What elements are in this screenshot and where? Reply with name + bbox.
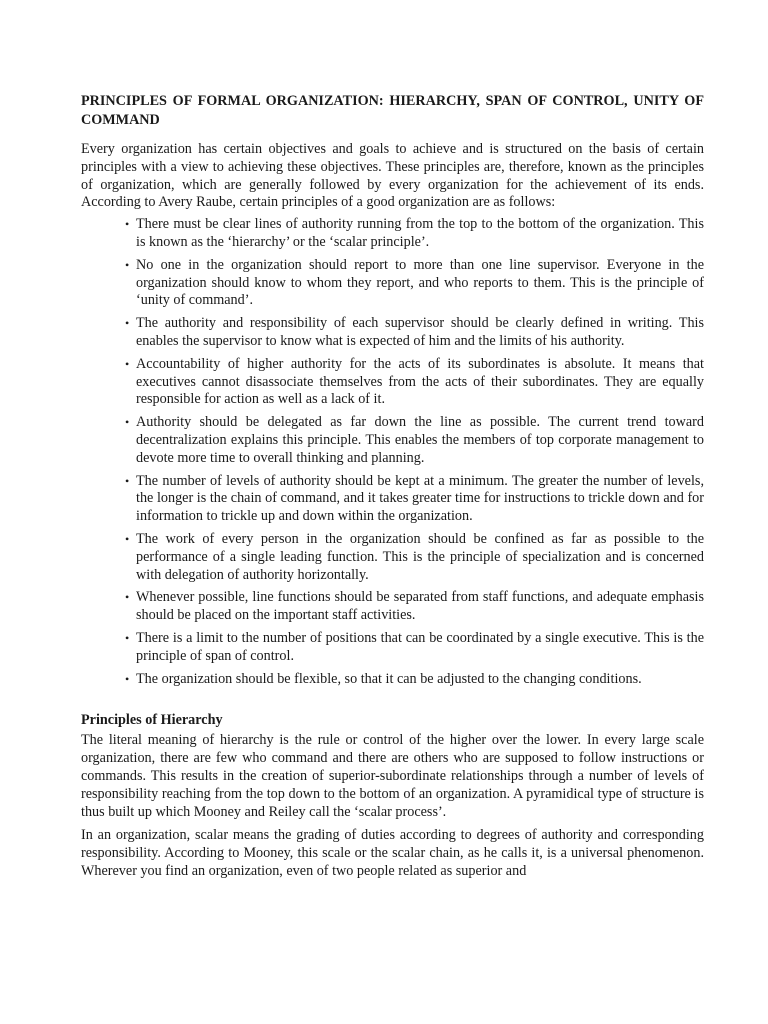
list-item	[125, 531, 704, 584]
list-item	[125, 671, 704, 689]
hierarchy-paragraph-2: In an organization, scalar means the grading of duties according to degrees of authority and corresponding responsibility. According to Mooney, this scale or the scalar chain, as he calls it, is a universal phenomenon. Wherever you find an organization, even of two people related as superior and	[81, 827, 704, 879]
bullet-icon: •	[125, 356, 130, 371]
list-item-text: Whenever possible, line functions should be separated from staff functions, and adequate emphasis should be placed on the important staff activities.	[136, 589, 704, 624]
bullet-icon: •	[125, 473, 130, 488]
list-item	[125, 414, 704, 467]
bullet-icon: •	[125, 671, 130, 686]
principles-list	[81, 216, 704, 688]
document-title: PRINCIPLES OF FORMAL ORGANIZATION: HIERARCHY, SPAN OF CONTROL, UNITY OF COMMAND	[81, 93, 704, 128]
bullet-icon: •	[125, 415, 130, 430]
bullet-icon: •	[125, 630, 130, 645]
list-item-text: There must be clear lines of authority running from the top to the bottom of the organization. This is known as the ‘hierarchy’ or the ‘scalar principle’.	[136, 216, 704, 250]
list-item-text: No one in the organization should report to more than one line supervisor. Everyone in the organization should know to whom they report, and who reports to them. This is the principle of ‘unity of command’.	[136, 256, 704, 309]
bullet-icon: •	[125, 531, 130, 546]
list-item	[125, 315, 704, 351]
list-item	[125, 473, 704, 526]
section-heading-hierarchy: Principles of Hierarchy	[81, 712, 223, 729]
bullet-icon: •	[125, 316, 130, 331]
list-item-text: The number of levels of authority should be kept at a minimum. The greater the number of levels, the longer is the chain of command, and it takes greater time for instructions to trickle down and for information to trickle up and down within the organization.	[136, 472, 704, 525]
list-item-text: The authority and responsibility of each supervisor should be clearly defined in writing. This enables the supervisor to know what is expected of him and the limits of his authority.	[136, 315, 704, 349]
list-item-text: The work of every person in the organization should be confined as far as possible to the performance of a single leading function. This is the principle of specialization and is concerned with delegation of authority horizontally.	[136, 530, 704, 583]
hierarchy-paragraph-1: The literal meaning of hierarchy is the rule or control of the higher over the lower. In every large scale organization, there are few who command and there are others who are supposed to follow instructions or commands. This results in the creation of superior-subordinate relationships through a number of levels of responsibility reaching from the top down to the bottom of an organization. A pyramidical type of structure is thus built up which Mooney and Reiley call the ‘scalar process’.	[81, 732, 704, 820]
bullet-icon: •	[125, 590, 130, 605]
list-item	[125, 630, 704, 666]
bullet-icon: •	[125, 217, 130, 232]
bullet-icon: •	[125, 257, 130, 272]
list-item-text: Authority should be delegated as far down the line as possible. The current trend toward decentralization explains this principle. This enables the members of top corporate management to devote more time to overall thinking and planning.	[136, 414, 704, 466]
list-item	[125, 589, 704, 625]
list-item-text: Accountability of higher authority for the acts of its subordinates is absolute. It means that executives cannot disassociate themselves from the acts of their subordinates. They are equally responsible for action as well as a lack of it.	[136, 355, 704, 408]
list-item	[125, 216, 704, 252]
intro-paragraph: Every organization has certain objectives and goals to achieve and is structured on the basis of certain principles with a view to achieving these objectives. These principles are, therefore, known as the principles of organization, which are generally followed by every organization for the achievement of its ends. According to Avery Raube, certain principles of a good organization are as follows:	[81, 141, 704, 211]
list-item	[125, 356, 704, 409]
list-item	[125, 257, 704, 310]
list-item-text: The organization should be flexible, so that it can be adjusted to the changing conditions.	[136, 670, 642, 687]
document-page	[81, 92, 704, 881]
list-item-text: There is a limit to the number of positions that can be coordinated by a single executive. This is the principle of span of control.	[136, 629, 704, 664]
